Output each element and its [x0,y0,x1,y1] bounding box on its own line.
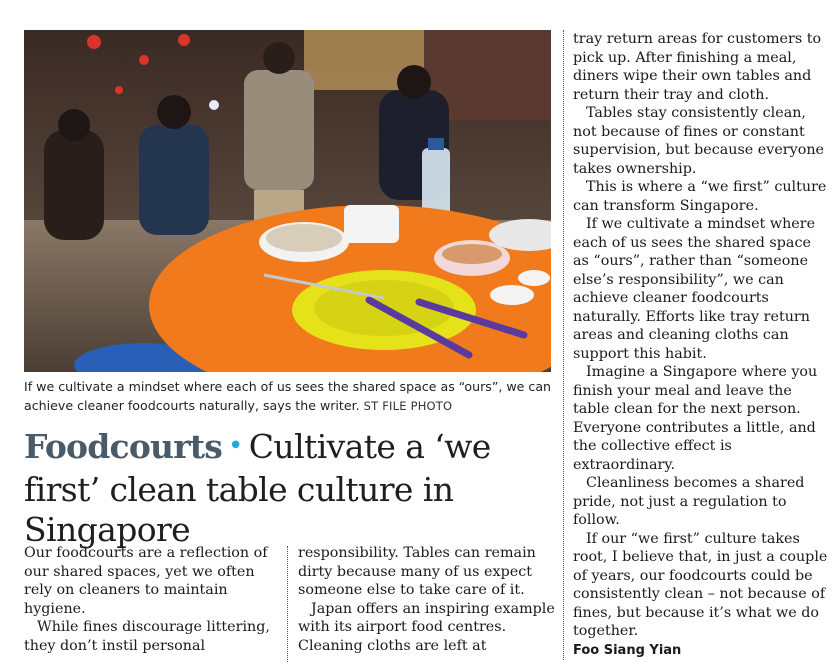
author-byline: Foo Siang Yian [573,642,682,658]
article-photo [24,30,551,372]
paragraph: Tables stay consistently clean, not because of fines or constant supervision, but because everyone takes ownership. [573,105,824,177]
bullet-icon: • [228,431,243,461]
paragraph: Imagine a Singapore where you finish your meal and leave the table clean for the next person. Everyone contributes a little, and the collective effect is extraordinary. [573,364,818,473]
paragraph: If our “we first” culture takes root, I believe that, in just a couple of years, our foodcourts could be consistently clean – not because of fines, but because it’s what we do together. [573,530,828,639]
headline-title: Cultivate a ‘we first’ clean table culture in Singapore [24,427,491,549]
body-column-2 [298,544,558,655]
paragraph: If we cultivate a mindset where each of us sees the shared space as “ours”, rather than “someone else’s responsibility”, we can achieve cleaner foodcourts naturally. Efforts like tray return areas and cleaning cloths can support this habit. [573,216,816,362]
paragraph: This is where a “we first” culture can transform Singapore. [573,179,827,214]
foodcourt-table-illustration [24,30,551,372]
paragraph: tray return areas for customers to pick up. After finishing a meal, diners wipe their own tables and return their tray and cloth. [573,31,822,103]
column-divider [563,30,564,660]
paragraph: Our foodcourts are a reflection of our shared spaces, yet we often rely on cleaners to maintain hygiene. [24,545,268,617]
photo-caption [24,377,564,416]
body-column-1 [24,544,279,655]
paragraph: responsibility. Tables can remain dirty because many of us expect someone else to take care of it. [298,545,536,598]
caption-text: If we cultivate a mindset where each of us sees the shared space as “ours”, we can achieve cleaner foodcourts naturally, says the writer. [24,379,552,413]
column-divider [287,546,288,662]
section-tag: Foodcourts [24,427,223,466]
paragraph: Japan offers an inspiring example with its airport food centres. Cleaning cloths are left at [298,600,555,654]
photo-credit: ST FILE PHOTO [363,399,453,413]
paragraph: While fines discourage littering, they don’t instil personal [24,619,270,654]
paragraph: Cleanliness becomes a shared pride, not just a regulation to follow. [573,475,805,528]
headline [24,427,564,550]
body-column-3 [573,30,828,660]
